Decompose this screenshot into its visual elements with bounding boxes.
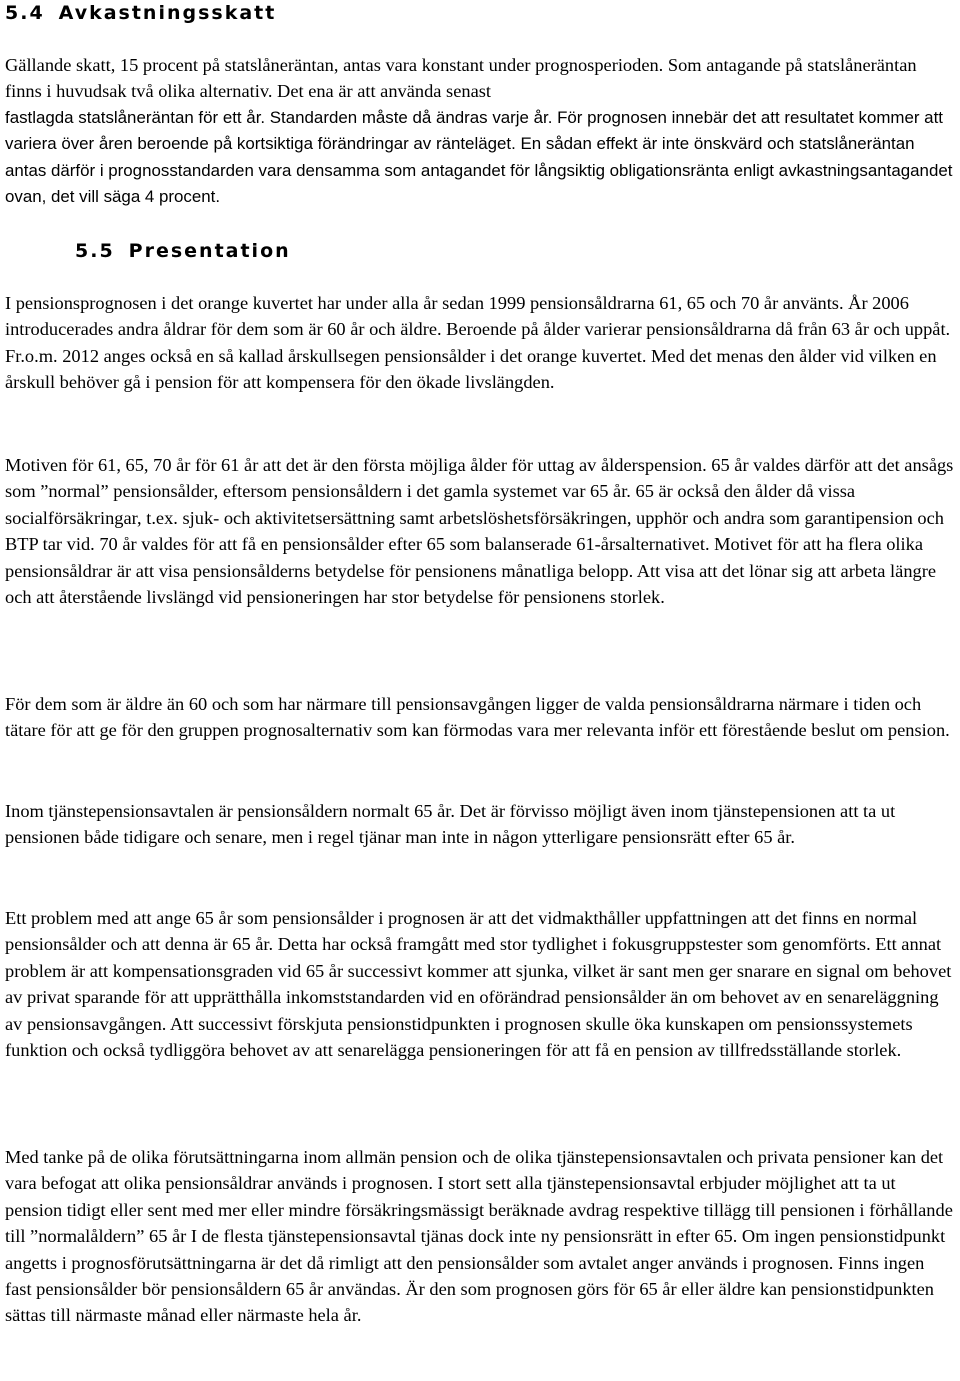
section-title: Presentation bbox=[128, 240, 291, 262]
paragraph-text-sans: fastlagda statslåneräntan för ett år. Standarden måste då ändras varje år. För prognosen innebär det att resultatet kommer att variera över åren beroende på kortsiktiga förändringar av ränteläget. En sådan effekt är inte önskvärd och statslåneräntan antas därför i prognosstandarden vara densamma som antagandet för långsiktig obligationsränta enligt avkastningsantagandet ovan, det vill säga 4 procent. bbox=[5, 107, 953, 207]
paragraph-text-serif: Gällande skatt, 15 procent på statslåneräntan, antas vara konstant under prognosperioden. Som antagande på statslåneräntan finns i huvudsak två olika alternativ. Det ena är att använda senast bbox=[5, 55, 917, 102]
section-title: Avkastningsskatt bbox=[58, 2, 277, 24]
paragraph-5-5-4: Inom tjänstepensionsavtalen är pensionsåldern normalt 65 år. Det är förvisso möjligt även inom tjänstepensionen att ta ut pensionen både tidigare och senare, men i regel tjänar man inte in någon ytterligare pensionsrätt efter 65 år. bbox=[5, 801, 896, 848]
paragraph-5-5-5: Ett problem med att ange 65 år som pensionsålder i prognosen är att det vidmakthåller uppfattningen att det finns en normal pensionsålder och att denna är 65 år. Detta har också framgått med stor tydlighet i fokusgruppstester som genomförts. Ett annat problem är att kompensationsgraden vid 65 år successivt kommer att sjunka, vilket är sant men ger snarare en signal om behovet av privat sparande för att upprätthålla inkomststandarden vid en oförändrad pensionsålder än om behovet av en senareläggning av pensionsavgången. Att successivt förskjuta pensionstidpunkten i prognosen skulle öka kunskapen om pensionssystemets funktion och också tydliggöra behovet av att senarelägga pensioneringen för att få en pension av tillfredsställande storlek. bbox=[5, 908, 952, 1061]
section-number: 5.5 bbox=[75, 240, 115, 262]
paragraph-5-4 bbox=[5, 52, 955, 210]
paragraph-5-5-3: För dem som är äldre än 60 och som har närmare till pensionsavgången ligger de valda pensionsåldrarna närmare i tiden och tätare för att ge för den gruppen prognosalternativ som kan förmodas vara mer relevanta inför ett förestående beslut om pension. bbox=[5, 694, 950, 741]
paragraph-5-5-1: I pensionsprognosen i det orange kuvertet har under alla år sedan 1999 pensionsåldrarna 61, 65 och 70 år använts. År 2006 introducerades andra åldrar för dem som är 60 år och äldre. Beroende på ålder varierar pensionsåldrarna då från 63 år och uppåt. Fr.o.m. 2012 anges också en så kallad årskullsegen pensionsålder i det orange kuvertet. Med det menas den ålder vid vilken en årskull behöver gå i pension för att kompensera för den ökade livslängden. bbox=[5, 293, 951, 393]
section-number: 5.4 bbox=[5, 2, 45, 24]
section-heading-5-4 bbox=[5, 0, 276, 26]
section-heading-5-5 bbox=[75, 238, 291, 264]
paragraph-5-5-2: Motiven för 61, 65, 70 år för 61 år att det är den första möjliga ålder för uttag av ålderspension. 65 år valdes därför att det ansågs som ”normal” pensionsålder, eftersom pensionsåldern i det gamla systemet var 65 år. 65 är också den ålder då vissa socialförsäkringar, t.ex. sjuk- och aktivitetsersättning samt arbetslöshetsförsäkringen, upphör och andra som garantipension och BTP tar vid. 70 år valdes för att få en pensionsålder efter 65 som balanserade 61-årsalternativet. Motivet för att ha flera olika pensionsåldrar är att visa pensionsålderns betydelse för pensionens månatliga belopp. Att visa att det lönar sig att arbeta längre och att återstående livslängd vid pensioneringen har stor betydelse för pensionens storlek. bbox=[5, 455, 954, 608]
paragraph-5-5-6: Med tanke på de olika förutsättningarna inom allmän pension och de olika tjänstepensionsavtalen och privata pensioner kan det vara befogat att olika pensionsåldrar används i prognosen. I stort sett alla tjänstepensionsavtal erbjuder möjlighet att ta ut pension tidigt eller sent med mer eller mindre försäkringsmässigt beräknade avdrag respektive tillägg till pensionen i förhållande till ”normalåldern” 65 år I de flesta tjänstepensionsavtal tjänas dock inte ny pensionsrätt in efter 65. Om ingen pensionstidpunkt angetts i prognosförutsättningarna är det då rimligt att den pensionsålder som avtalet anger används i prognosen. Finns ingen fast pensionsålder bör pensionsåldern 65 år användas. Är den som prognosen görs för 65 år eller äldre kan pensionstidpunkten sättas till närmaste månad eller närmaste hela år. bbox=[5, 1147, 953, 1326]
